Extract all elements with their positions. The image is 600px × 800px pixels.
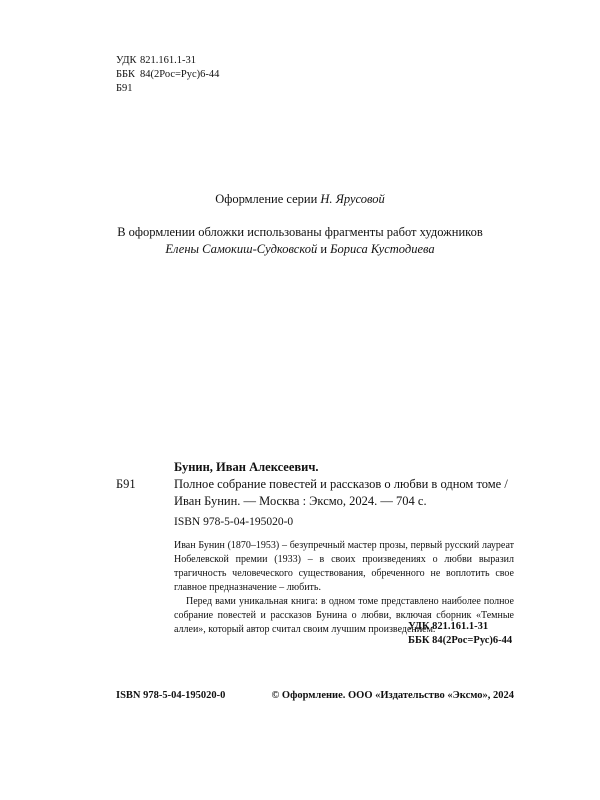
cover-artists-line [0, 241, 600, 258]
entry-code: Б91 [116, 477, 136, 491]
footer-isbn: ISBN 978-5-04-195020-0 [116, 690, 226, 701]
series-design-credit [0, 192, 600, 207]
udk-bottom: УДК 821.161.1-31 [408, 621, 489, 632]
artist-name-1: Елены Самокиш-Судковской [165, 242, 318, 256]
classification-block-bottom [408, 620, 512, 648]
series-designer-name: Н. Ярусовой [320, 192, 385, 206]
series-design-prefix: Оформление серии [215, 192, 321, 206]
entry-title-line-2: Иван Бунин. — Москва : Эксмо, 2024. — 704 с. [174, 494, 427, 508]
udk-value: 821.161.1-31 [140, 55, 196, 66]
entry-title-row [116, 476, 514, 493]
bbk-row [116, 68, 219, 82]
annotation-paragraph-1: Иван Бунин (1870–1953) – безупречный мастер прозы, первый русский лауреат Нобелевской премии (1933) – в своих произведениях о любви выразил трагичность человеческого существования, обреченного не воплотить свое главное предназначение – любить. [174, 540, 514, 593]
classification-block-top [116, 54, 219, 96]
entry-title-line-1: Полное собрание повестей и рассказов о любви в одном томе / [174, 477, 508, 491]
footer-copyright: © Оформление. ООО «Издательство «Эксмо», 2024 [271, 690, 514, 701]
cover-design-credit [0, 224, 600, 258]
entry-code-spacer [116, 493, 174, 510]
udk-label: УДК [116, 55, 137, 66]
annotation-paragraph-2: Перед вами уникальная книга: в одном томе представлено наиболее полное собрание повестей и рассказов Бунина о любви, включая сборник «Темные аллеи», который автор считал своим лучшим произведением. [174, 596, 514, 635]
entry-author: Бунин, Иван Алексеевич. [174, 460, 319, 474]
bbk-value: 84(2Рос=Рус)6-44 [140, 69, 220, 80]
bbk-bottom: ББК 84(2Рос=Рус)6-44 [408, 635, 513, 646]
artist-name-2: Бориса Кустодиева [330, 242, 435, 256]
catalog-entry [116, 458, 514, 637]
udk-row [116, 54, 219, 68]
cover-design-line: В оформлении обложки использованы фрагменты работ художников [117, 225, 483, 239]
bbk-label: ББК [116, 69, 136, 80]
entry-title-row-2 [116, 493, 514, 510]
author-code: Б91 [116, 83, 133, 94]
entry-isbn: ISBN 978-5-04-195020-0 [174, 516, 294, 528]
artist-conjunction: и [317, 242, 331, 256]
